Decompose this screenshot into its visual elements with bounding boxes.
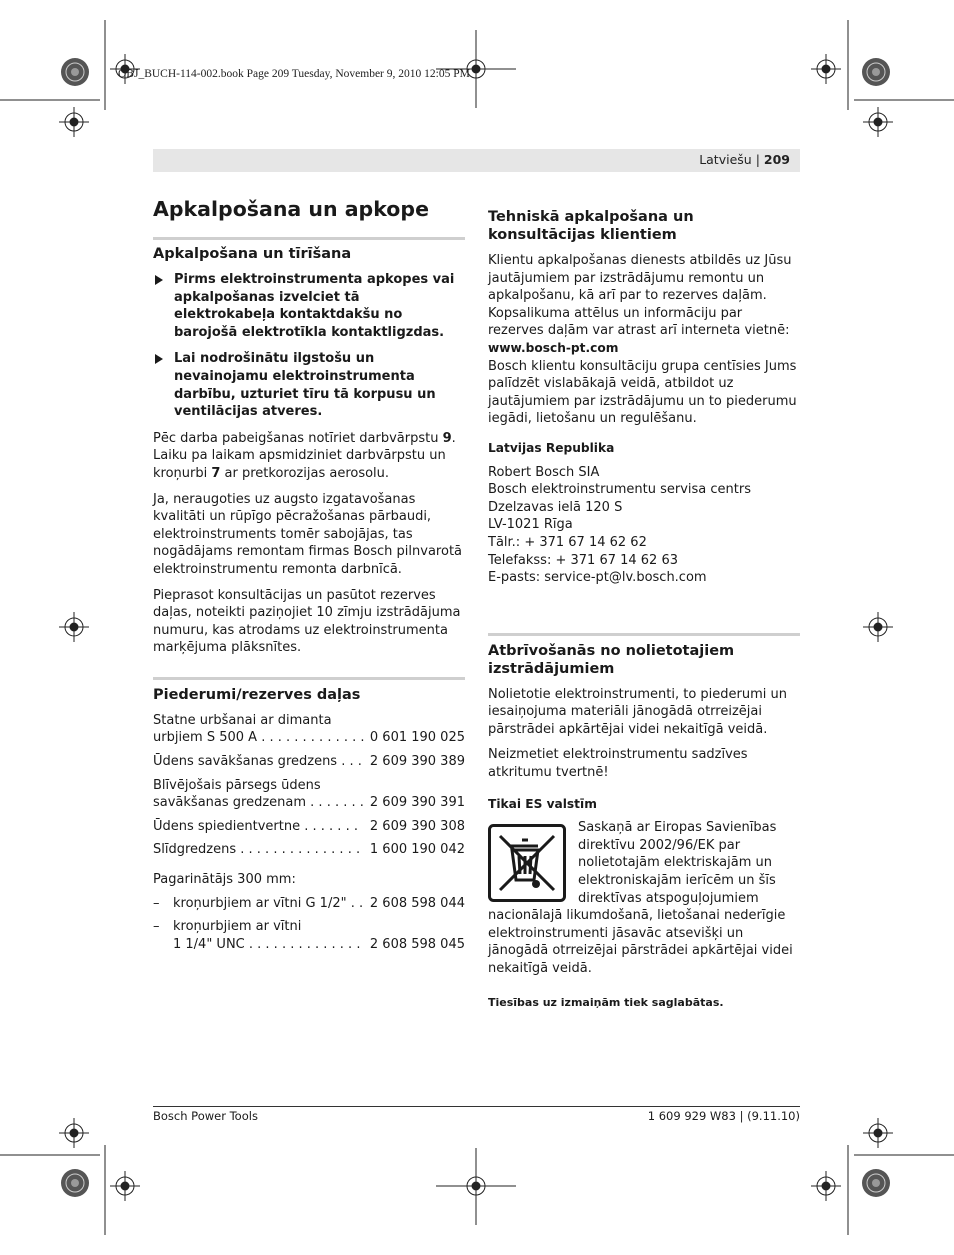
star-target-bottom-left [61,1169,89,1197]
header-separator: | [755,152,760,167]
para-text: . Laiku pa laikam apsmidziniet darbvārpstu un kroņurbi [153,430,456,481]
registration-mark-top-right [811,54,841,84]
ref-number: 7 [211,465,221,481]
extension-item [153,918,465,953]
disclaimer: Tiesības uz izmaiņām tiek saglabātas. [488,995,724,1009]
registration-mark-right-mid [863,612,893,642]
section-rule [153,677,465,680]
registration-mark-right-lower [863,1118,893,1148]
extension-number: 2 608 598 044 [369,895,465,911]
bullet-text: Pirms elektroinstrumenta apkopes vai apkalpošanas izvelciet tā elektrokabeļa kontaktdakšu no barojošā elektrotīkla kontaktligzdas. [174,272,455,340]
customer-paragraph: Klientu apkalpošanas dienests atbildēs uz Jūsu jautājumiem par izstrādājumu remontu un apkalpošanu, kā arī par to rezerves daļām. Kopsalikuma attēlus un informāciju par rezerves daļām var atrast arī interneta vietnē: [488,253,792,339]
accessory-name: savākšanas gredzenam . . . . . . . [153,795,364,811]
accessory-item [153,753,465,771]
triangle-bullet-icon [155,354,163,364]
section-rule [153,237,465,240]
safety-bullet [153,350,465,420]
registration-mark-right-upper [863,107,893,137]
registration-mark-bottom-left [110,1171,140,1201]
address-line: LV-1021 Rīga [488,517,573,533]
para-text: ar pretkorozijas aerosolu. [220,465,390,481]
section-rule [488,633,800,636]
disposal-heading: Atbrīvošanās no nolietotajiem izstrādājumiem [488,642,735,677]
para-text: Pēc darba pabeigšanas notīriet darbvārpstu [153,430,443,446]
page-header-bar [153,149,800,172]
right-column [488,196,800,1011]
star-target-top-right [862,58,890,86]
service-heading: Apkalpošana un tīrīšana [153,246,352,262]
registration-mark-bottom-right [811,1171,841,1201]
address-line: Bosch elektroinstrumentu servisa centrs [488,482,751,498]
accessory-number: 2 609 390 391 [369,795,465,811]
eu-directive-text: Saskaņā ar Eiropas Savienības direktīvu 2002/96/EK par nolietotajām elektriskajām un elektroniskajām ierīcēm un šīs direktīvas atspoguļojumiem nacionālajā likumdošanā, lietošanai nederīgie elektroinstrumenti jāsavāc atsevišķi un jānogādā otrreizējai pārstrādei apkārtējai videi nekaitīgā veidā. [488,820,793,976]
accessory-item [153,841,465,859]
page-header-label [699,152,790,167]
ref-number: 9 [442,430,452,446]
extension-name-line: kroņurbjiem ar vītni [173,919,302,935]
extension-item [153,895,465,913]
eu-heading: Tikai ES valstīm [488,796,597,811]
eu-block [488,819,800,977]
header-language: Latviešu [699,152,752,167]
print-job-header: OBJ_BUCH-114-002.book Page 209 Tuesday, November 9, 2010 12:05 PM [118,68,470,80]
website-link[interactable]: www.bosch-pt.com [488,340,619,355]
accessory-name: Slīdgredzens . . . . . . . . . . . . . . . [153,842,361,858]
footer-brand: Bosch Power Tools [153,1109,258,1123]
list-dash: – [153,919,160,935]
left-column [153,196,465,953]
accessories-heading: Piederumi/rezerves daļas [153,686,361,703]
accessory-name: urbjiem S 500 A . . . . . . . . . . . . . [153,730,365,746]
registration-mark-left-mid [59,612,89,642]
accessory-number: 2 609 390 308 [369,818,465,834]
accessory-item [153,712,465,747]
extension-number: 2 608 598 045 [369,936,465,952]
email-line[interactable]: E-pasts: service-pt@lv.bosch.com [488,570,707,586]
phone-line: Tālr.: + 371 67 14 62 62 [488,534,647,550]
registration-mark-left-upper [59,107,89,137]
accessory-item [153,818,465,836]
order-paragraph: Pieprasot konsultācijas un pasūtot rezerves daļas, noteikti paziņojiet 10 zīmju izstrādājuma numuru, kas atrodams uz elektroinstrumenta marķējuma plāksnītes. [153,587,461,656]
extension-label: Pagarinātājs 300 mm: [153,872,296,888]
footer-rule [153,1106,800,1107]
accessory-number: 2 609 390 389 [369,754,465,770]
crossed-out-wheelie-bin-icon [488,824,566,902]
star-target-bottom-right [862,1169,890,1197]
safety-bullet [153,271,465,341]
accessory-name: Ūdens spiedientvertne . . . . . . . [153,818,358,834]
customer-service-heading: Tehniskā apkalpošana un konsultācijas klientiem [488,209,694,243]
accessory-name: Ūdens savākšanas gredzens . . . [153,754,362,770]
accessory-number: 0 601 190 025 [369,730,465,746]
extension-name: kroņurbjiem ar vītni G 1/2" . . [173,895,364,911]
page-number: 209 [763,152,790,167]
accessory-number: 1 600 190 042 [369,842,465,858]
address-line: Robert Bosch SIA [488,464,600,480]
registration-mark-left-lower [59,1118,89,1148]
cleaning-paragraph [153,430,465,483]
list-dash: – [153,895,160,911]
country-heading: Latvijas Republika [488,440,615,455]
fax-line: Telefakss: + 371 67 14 62 63 [488,552,679,568]
triangle-bullet-icon [155,275,163,285]
section-title: Apkalpošana un apkope [153,197,429,221]
accessory-item [153,777,465,812]
registration-mark-bottom-center [436,1148,516,1225]
extension-name: 1 1/4" UNC . . . . . . . . . . . . . . [173,936,361,952]
accessory-name-line: Blīvējošais pārsegs ūdens [153,777,321,793]
disposal-warning: Neizmetiet elektroinstrumentu sadzīves atkritumu tvertnē! [488,747,748,781]
star-target-top-left [61,58,89,86]
accessory-name-line: Statne urbšanai ar dimanta [153,712,332,728]
footer-doc-number: 1 609 929 W83 | (9.11.10) [647,1109,800,1123]
address-line: Dzelzavas ielā 120 S [488,499,623,515]
repair-paragraph: Ja, neraugoties uz augsto izgatavošanas kvalitāti un rūpīgo pēcražošanas pārbaudi, elektroinstruments tomēr sabojājas, tas nogādājams remontam firmas Bosch pilnvarotā elektroinstrumentu remonta darbnīcā. [153,491,463,577]
bullet-text: Lai nodrošinātu ilgstošu un nevainojamu elektroinstrumenta darbību, uzturiet tīru tā korpusu un ventilācijas atveres. [174,351,436,420]
consulting-paragraph: Bosch klientu konsultāciju grupa centīsies Jums palīdzēt vislabākajā veidā, atbildot uz jautājumiem par izstrādājumu un to piederumu iegādi, lietošanu un regulēšanu. [488,358,797,427]
address-block [488,464,800,587]
disposal-paragraph: Nolietotie elektroinstrumenti, to piederumi un iesaiņojuma materiāli jānogādā otrreizējai pārstrādei apkārtējai videi nekaitīgā veidā. [488,686,787,737]
